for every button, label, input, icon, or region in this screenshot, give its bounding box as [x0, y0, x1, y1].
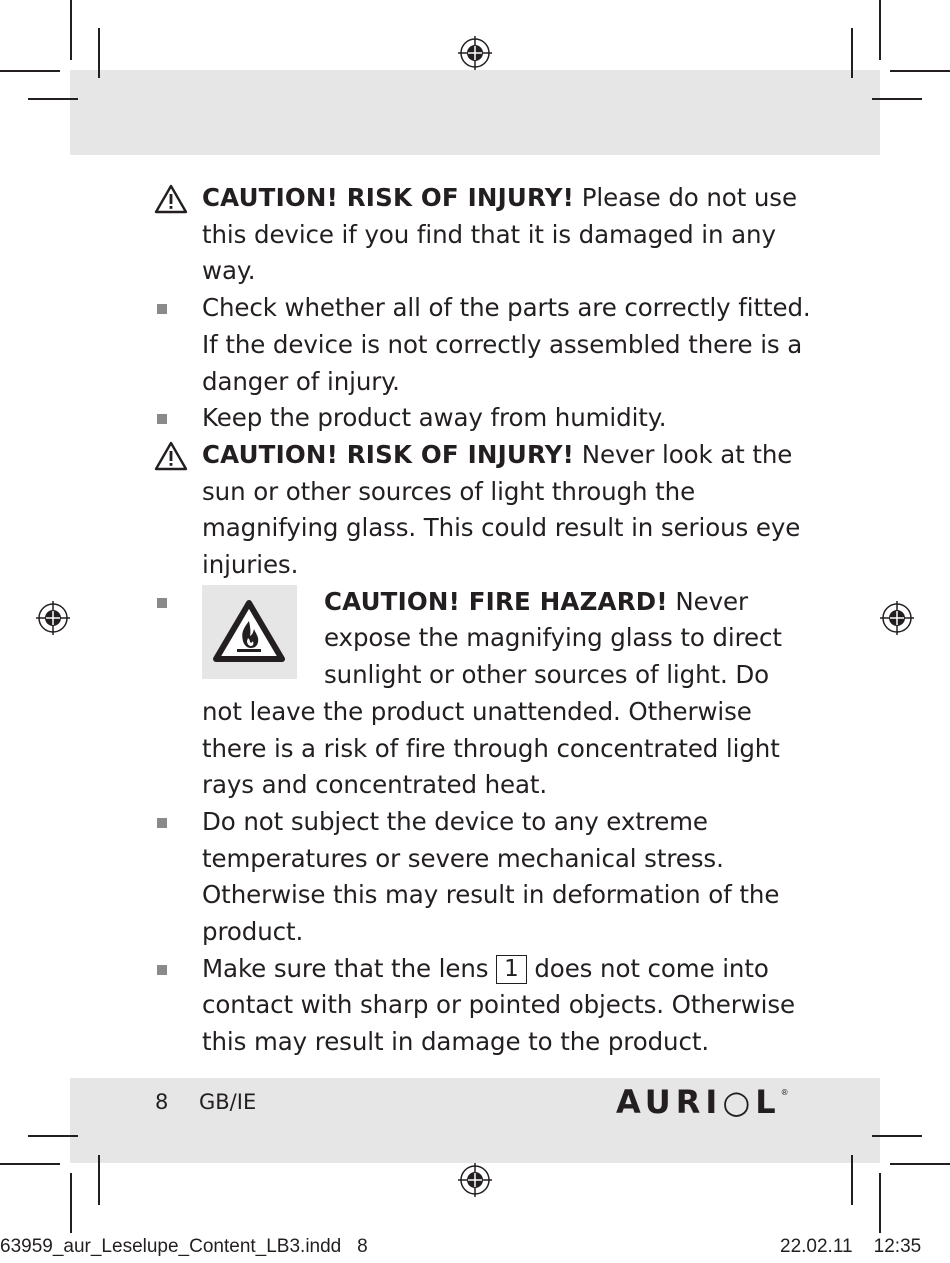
- crop-mark: [890, 1163, 950, 1165]
- crop-mark: [28, 98, 78, 100]
- crop-mark: [70, 0, 72, 60]
- crop-mark: [70, 1173, 72, 1233]
- crop-mark: [851, 1155, 853, 1205]
- brand-logo: [616, 1083, 789, 1121]
- bullet-text: If the device is not correctly assembled there is a danger of injury.: [202, 329, 803, 396]
- header-band: [70, 70, 880, 155]
- crop-mark: [28, 1135, 78, 1137]
- crop-mark: [0, 70, 60, 72]
- bullet-item: [155, 951, 815, 1061]
- crop-mark: [879, 0, 881, 60]
- brand-name: AURI○L: [616, 1083, 781, 1121]
- bullet-text: Check whether all of the parts are correctly fitted.: [202, 293, 811, 323]
- warning-item: [155, 180, 815, 290]
- square-bullet-icon: [157, 818, 167, 828]
- bullet-text: Make sure that the lens: [202, 953, 497, 983]
- caution-heading: CAUTION! RISK OF INJURY!: [202, 439, 575, 469]
- crop-mark: [872, 98, 922, 100]
- bullet-text: does not come into contact with sharp or pointed objects. Otherwise this may result in damage to the product.: [202, 953, 795, 1057]
- registered-mark: ®: [780, 1088, 789, 1098]
- crop-mark: [851, 28, 853, 78]
- square-bullet-icon: [157, 598, 167, 608]
- fire-hazard-icon: [213, 599, 285, 663]
- fire-hazard-item: [155, 584, 815, 804]
- registration-mark-icon: [458, 36, 492, 70]
- crop-mark: [0, 1163, 60, 1165]
- warning-triangle-icon: [154, 441, 188, 471]
- crop-mark: [890, 70, 950, 72]
- caution-heading: CAUTION! RISK OF INJURY!: [202, 183, 575, 212]
- warning-item: [155, 437, 815, 584]
- caution-text: Please do not use this device if you find that it is damaged in any way.: [202, 183, 797, 286]
- caution-text: Never look at the sun or other sources of light through the magnifying glass. This could result in serious eye injuries.: [202, 439, 801, 580]
- registration-mark-icon: [36, 601, 70, 635]
- page-number: 8: [155, 1090, 169, 1114]
- part-reference-badge: 1: [496, 955, 527, 984]
- crop-mark: [98, 1155, 100, 1205]
- fire-hazard-pictogram: [202, 585, 297, 679]
- bullet-text: Do not subject the device to any extreme temperatures or severe mechanical stress. Otherwise this may result in deformation of the product.: [202, 806, 780, 947]
- bullet-text: Keep the product away from humidity.: [202, 403, 667, 433]
- bullet-item: [155, 400, 815, 437]
- registration-mark-icon: [880, 601, 914, 635]
- crop-mark: [872, 1135, 922, 1137]
- square-bullet-icon: [157, 414, 167, 424]
- caution-heading: CAUTION! FIRE HAZARD!: [324, 586, 668, 616]
- safety-instructions: [155, 180, 815, 1061]
- slug-filename: 63959_aur_Leselupe_Content_LB3.indd 8: [0, 1236, 368, 1257]
- warning-triangle-icon: [154, 184, 188, 214]
- crop-mark: [879, 1173, 881, 1233]
- crop-mark: [98, 28, 100, 78]
- bullet-item: [155, 290, 815, 400]
- bullet-item: [155, 804, 815, 951]
- slug-datetime: 22.02.11 12:35: [780, 1236, 922, 1257]
- square-bullet-icon: [157, 965, 167, 975]
- square-bullet-icon: [157, 304, 167, 314]
- language-code: GB/IE: [199, 1090, 257, 1114]
- caution-text: Never expose the magnifying glass to direct sunlight or other sources of light. Do not leave the product unattended. Otherwise there is a risk of fire through concentrated light rays and concentrated heat.: [202, 586, 782, 800]
- registration-mark-icon: [458, 1163, 492, 1197]
